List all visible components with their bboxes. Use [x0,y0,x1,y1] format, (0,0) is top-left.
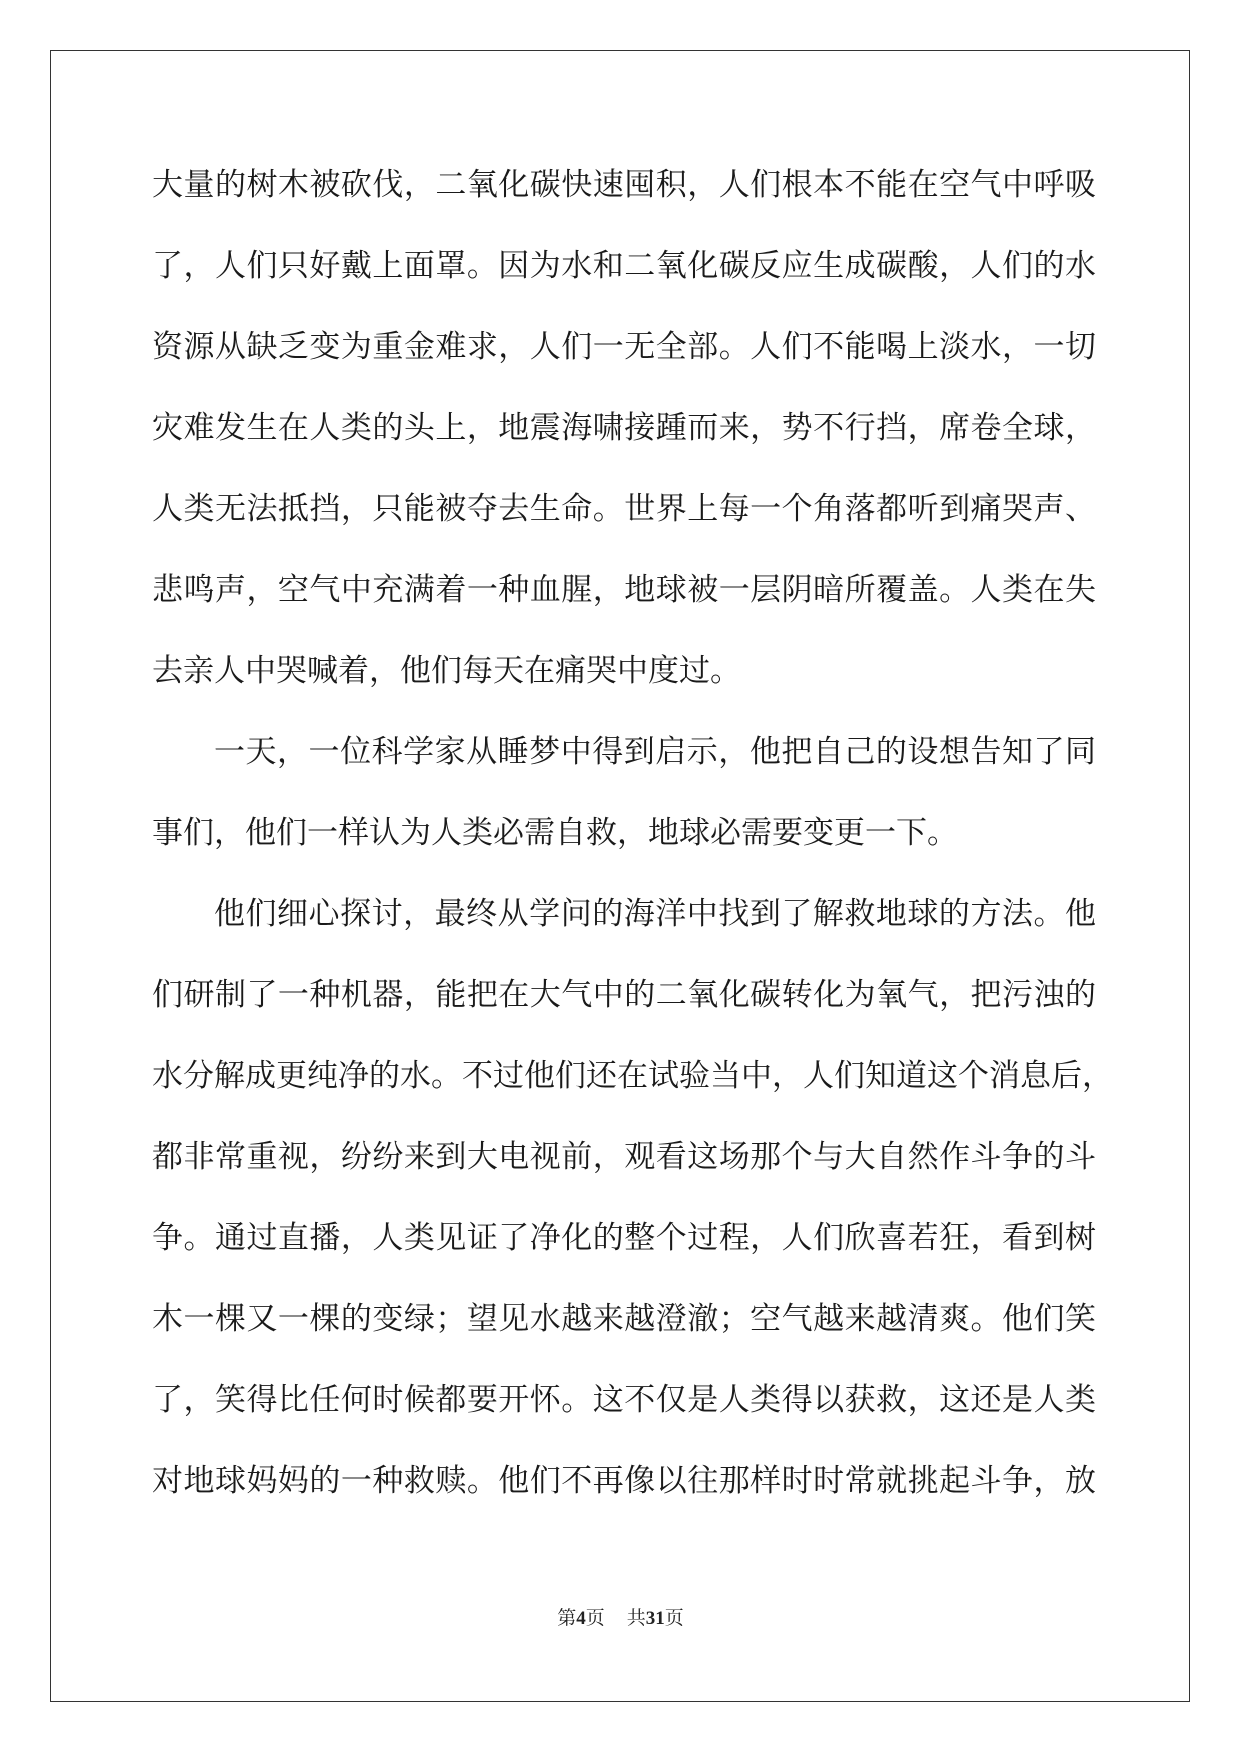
document-body [152,160,1113,1537]
text-line: 木一棵又一棵的变绿；望见水越来越澄澈；空气越来越清爽。他们笑 [152,1301,1096,1337]
text-line: 灾难发生在人类的头上，地震海啸接踵而来，势不行挡，席卷全球， [152,410,1096,446]
text-line: 都非常重视，纷纷来到大电视前，观看这场那个与大自然作斗争的斗 [152,1139,1096,1175]
text-line: 去亲人中哭喊着，他们每天在痛哭中度过。 [152,653,741,689]
text-line: 争。通过直播，人类见证了净化的整个过程，人们欣喜若狂，看到树 [152,1220,1096,1256]
text-line: 一天，一位科学家从睡梦中得到启示，他把自己的设想告知了同 [214,734,1096,770]
text-line: 们研制了一种机器，能把在大气中的二氧化碳转化为氧气，把污浊的 [152,977,1096,1013]
current-page-number: 4 [576,1608,586,1629]
text-line: 资源从缺乏变为重金难求，人们一无全部。人们不能喝上淡水，一切 [152,329,1096,365]
total-suffix: 页 [664,1608,684,1629]
page-footer [0,1603,1241,1630]
text-line: 事们，他们一样认为人类必需自救，地球必需要变更一下。 [152,815,958,851]
text-line: 大量的树木被砍伐，二氧化碳快速囤积，人们根本不能在空气中呼吸 [152,167,1096,203]
page-prefix: 第 [557,1608,577,1629]
page-suffix: 页 [585,1608,605,1629]
text-line: 他们细心探讨，最终从学问的海洋中找到了解救地球的方法。他 [214,896,1096,932]
total-prefix: 共 [626,1608,646,1629]
text-line: 对地球妈妈的一种救赎。他们不再像以往那样时时常就挑起斗争，放 [152,1463,1096,1499]
text-line: 水分解成更纯净的水。不过他们还在试验当中，人们知道这个消息后， [152,1058,1113,1094]
text-line: 悲鸣声，空气中充满着一种血腥，地球被一层阴暗所覆盖。人类在失 [152,572,1096,608]
text-line: 人类无法抵挡，只能被夺去生命。世界上每一个角落都听到痛哭声、 [152,491,1096,527]
total-page-number: 31 [645,1608,665,1629]
text-line: 了，笑得比任何时候都要开怀。这不仅是人类得以获救，这还是人类 [152,1382,1096,1418]
text-line: 了，人们只好戴上面罩。因为水和二氧化碳反应生成碳酸，人们的水 [152,248,1096,284]
